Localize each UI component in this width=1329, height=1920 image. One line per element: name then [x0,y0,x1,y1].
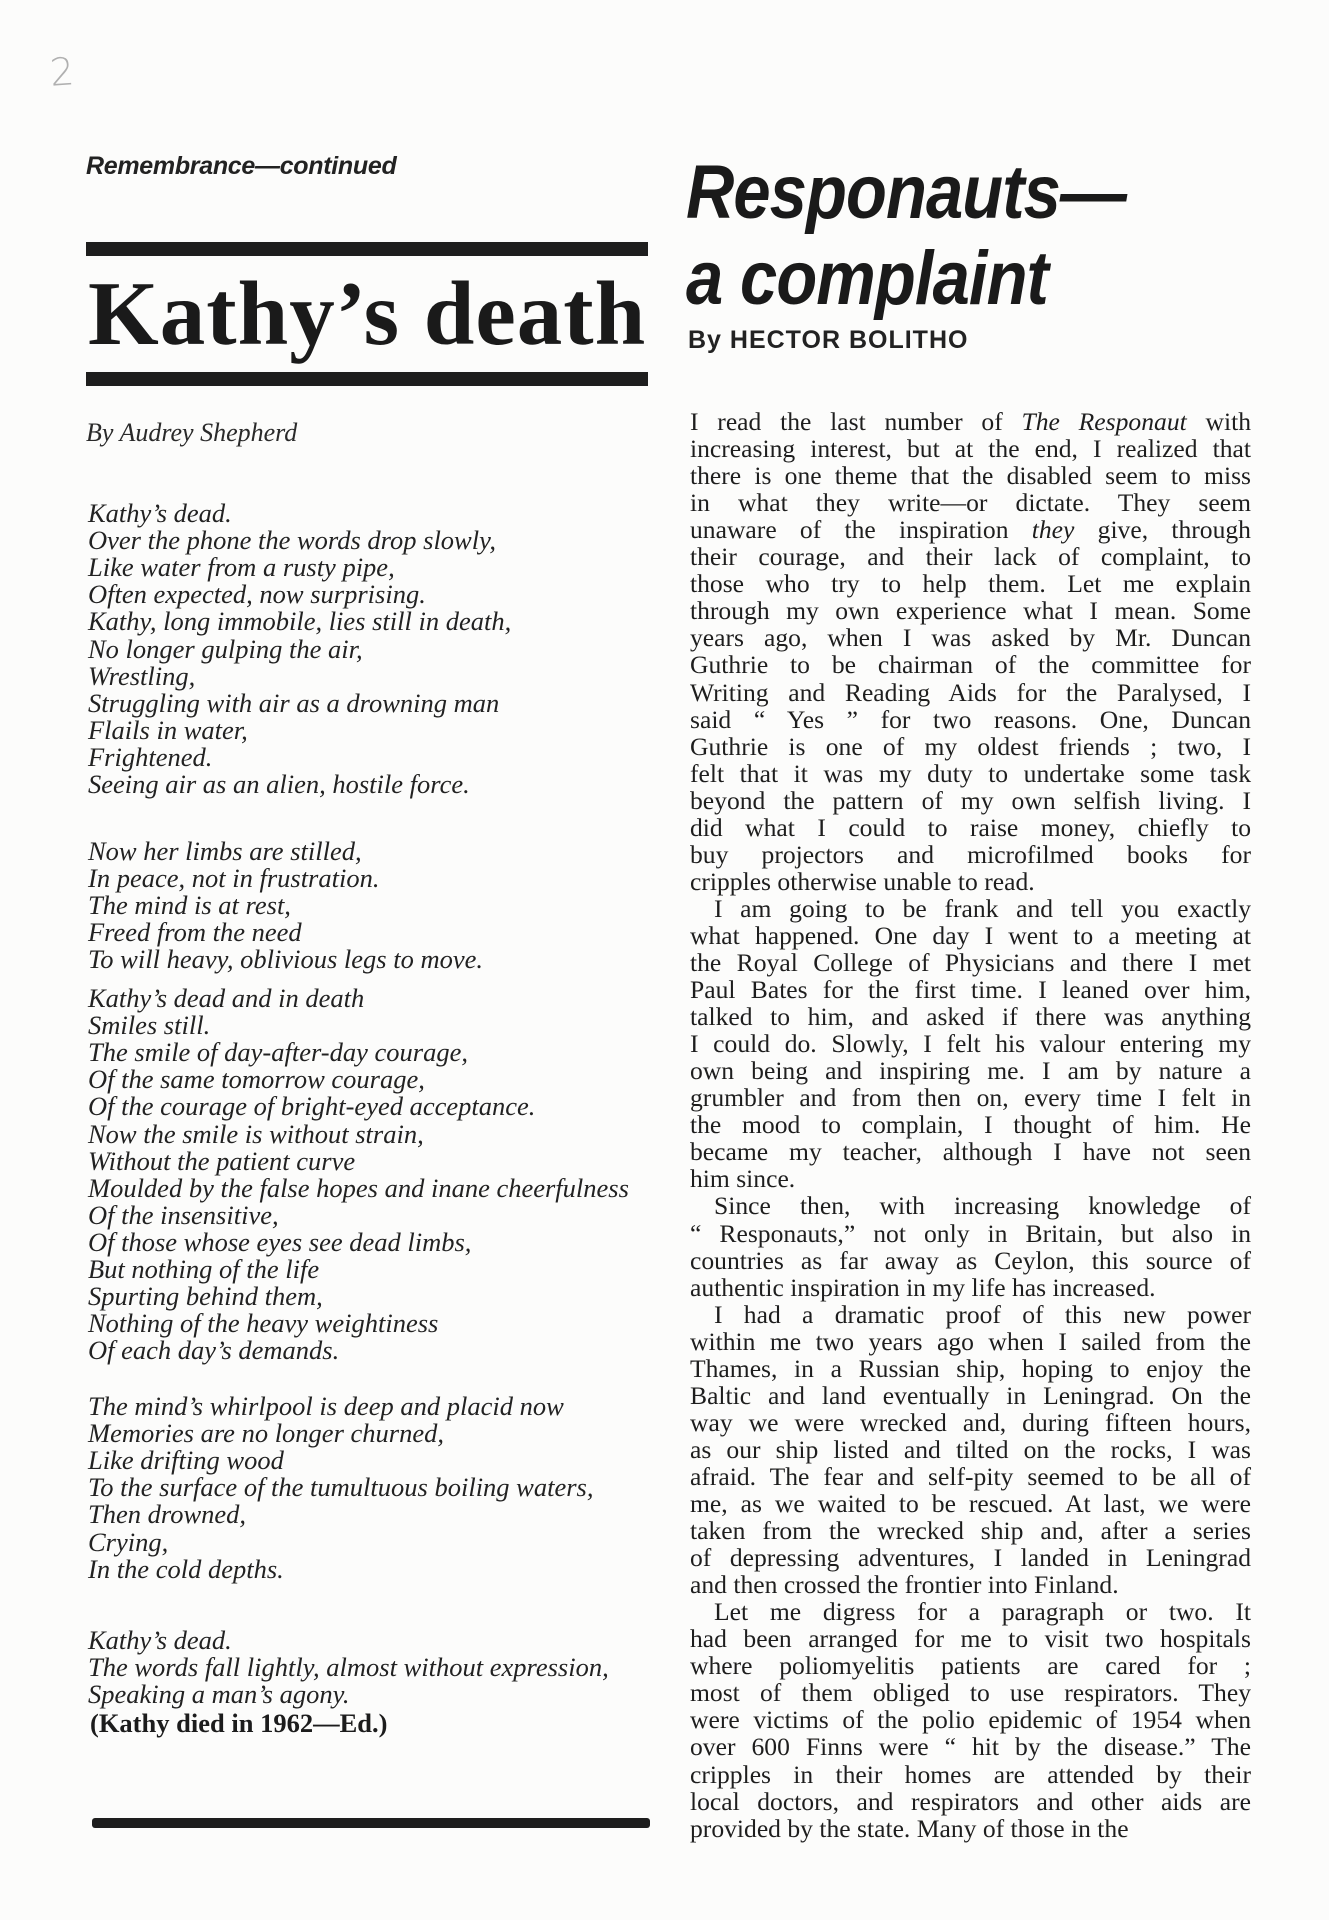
article-line: their courage, and their lack of complaint, to [690,542,1251,572]
article-line: Since then, with increasing knowledge of [714,1191,1251,1221]
article-line: had been arranged for me to visit two hospitals [690,1624,1251,1654]
article-line: those who try to help them. Let me explain [690,569,1251,599]
poem-line: Struggling with air as a drowning man [88,687,500,718]
article-title [686,150,1126,322]
poem-line: In the cold depths. [88,1553,284,1584]
poem-line: Freed from the need [88,917,302,948]
article-line: talked to him, and asked if there was anything [690,1002,1251,1032]
poem-line: Nothing of the heavy weightiness [88,1308,439,1339]
article-line: through my own experience what I mean. Some [690,596,1251,626]
article-line: me, as we waited to be rescued. At last, we were [690,1489,1251,1518]
section-kicker: Remembrance—continued [86,152,397,180]
column-end-rule [92,1818,650,1828]
article-line: way we were wrecked and, during fifteen hours, [690,1407,1251,1437]
article-line: taken from the wrecked ship and, after a series [690,1516,1251,1546]
article-line: most of them obliged to use respirators. They [690,1678,1251,1708]
article-line: in what they write—or dictate. They seem [690,488,1251,518]
poem-line: Kathy’s dead. [88,498,232,528]
poem-line: To will heavy, oblivious legs to move. [88,944,484,975]
article-line: Baltic and land eventually in Leningrad. On the [690,1380,1251,1410]
article-line: buy projectors and microfilmed books for [690,839,1251,869]
title-rule-bottom [86,372,648,386]
article-line: I am going to be frank and tell you exactly [714,893,1251,923]
poem-line: Like water from a rusty pipe, [88,552,395,583]
poem-line: To the surface of the tumultuous boiling waters, [88,1472,594,1503]
poem-line: Often expected, now surprising. [88,579,426,610]
poem-line: No longer gulping the air, [88,633,363,664]
poem-line: The mind’s whirlpool is deep and placid now [88,1391,564,1421]
article-title-line: Responauts— [686,150,1126,235]
poem-line: Flails in water, [88,714,248,745]
article-line: I had a dramatic proof of this new power [714,1299,1251,1329]
poem-line: Now the smile is without strain, [88,1118,424,1149]
poem-line: The smile of day-after-day courage, [88,1037,468,1068]
editor-note: (Kathy died in 1962—Ed.) [90,1708,388,1738]
article-line: local doctors, and respirators and other aids are [690,1786,1251,1816]
article-line: cripples in their homes are attended by their [690,1759,1251,1789]
article-line: felt that it was my duty to undertake some task [690,758,1251,788]
article-line: own being and inspiring me. I am by nature a [690,1056,1251,1086]
article-line: Guthrie to be chairman of the committee for [690,650,1251,680]
poem-line: Speaking a man’s agony. [88,1679,350,1710]
article-line: grumbler and from then on, every time I felt in [690,1083,1251,1113]
article-line: the Royal College of Physicians and there I met [690,948,1251,977]
article-line: unaware of the inspiration they give, through [690,515,1251,545]
article-line: “ Responauts,” not only in Britain, but also in [690,1218,1251,1248]
poem-line: Seeing air as an alien, hostile force. [88,769,470,799]
poem-line: Without the patient curve [88,1145,356,1176]
poem-line: Frightened. [88,741,213,772]
article-line: Thames, in a Russian ship, hoping to enjoy the [690,1353,1251,1383]
article-line: Let me digress for a paragraph or two. It [714,1597,1251,1627]
article-line: and then crossed the frontier into Finland. [690,1570,1119,1600]
title-rule-top [86,242,648,256]
poem-line: Like drifting wood [88,1445,284,1476]
article-line: there is one theme that the disabled seem to miss [690,461,1251,491]
article-line: became my teacher, although I have not seen [690,1137,1251,1167]
poem-line: The mind is at rest, [88,890,291,921]
article-line: I could do. Slowly, I felt his valour entering my [690,1029,1251,1059]
article-line: beyond the pattern of my own selfish living. I [690,785,1251,815]
article-line: over 600 Finns were “ hit by the disease.” The [690,1732,1251,1762]
article-line: what happened. One day I went to a meeting at [690,920,1251,950]
article-line: authentic inspiration in my life has increased. [690,1272,1156,1302]
article-line: where poliomyelitis patients are cared for ; [690,1651,1251,1681]
poem-line: Memories are no longer churned, [88,1418,444,1449]
poem-line: In peace, not in frustration. [88,863,380,894]
article-line: the mood to complain, I thought of him. He [690,1110,1251,1140]
article-line: as our ship listed and tilted on the rocks, I was [690,1434,1251,1464]
poem-line: Spurting behind them, [88,1281,323,1312]
poem-title: Kathy’s death [88,263,647,364]
poem-line: The words fall lightly, almost without expression, [88,1652,609,1683]
handwritten-page-number: 2 [48,49,76,95]
poem-line: Over the phone the words drop slowly, [88,525,497,556]
article-line: Guthrie is one of my oldest friends ; two, I [690,731,1251,761]
article-line: said “ Yes ” for two reasons. One, Duncan [690,704,1251,734]
poem-line: Kathy, long immobile, lies still in death, [88,606,512,637]
article-line: within me two years ago when I sailed from the [690,1326,1251,1356]
article-line: Writing and Reading Aids for the Paralysed, I [690,677,1251,707]
poem-line: Of the same tomorrow courage, [88,1064,425,1095]
article-line: did what I could to raise money, chiefly to [690,812,1251,842]
article-line: I read the last number of The Responaut with [690,407,1252,436]
poem-line: Of those whose eyes see dead limbs, [88,1226,472,1257]
article-line: afraid. The fear and self-pity seemed to be all of [690,1461,1251,1491]
poem-line: Now her limbs are stilled, [88,836,362,866]
article-line: him since. [690,1164,796,1194]
poem-line: Of the courage of bright-eyed acceptance. [88,1091,536,1122]
poem-line: Of the insensitive, [88,1199,279,1230]
article-line: countries as far away as Ceylon, this source of [690,1245,1251,1275]
article-line: cripples otherwise unable to read. [690,866,1035,896]
poem-line: Smiles still. [88,1010,211,1041]
poem-line: Wrestling, [88,660,196,691]
poem-line: Of each day’s demands. [88,1335,340,1366]
poem-byline: By Audrey Shepherd [86,418,298,447]
poem-line: Moulded by the false hopes and inane cheerfulness [88,1172,629,1203]
poem-line: Crying, [88,1526,169,1557]
article-line: provided by the state. Many of those in the [690,1813,1129,1843]
poem-line: Kathy’s dead and in death [88,983,365,1013]
poem-line: Kathy’s dead. [88,1625,232,1655]
article-line: increasing interest, but at the end, I realized that [690,434,1251,464]
article-line: years ago, when I was asked by Mr. Duncan [690,623,1251,653]
article-line: Paul Bates for the first time. I leaned over him, [690,975,1251,1005]
article-byline: By HECTOR BOLITHO [688,326,969,354]
article-line: were victims of the polio epidemic of 1954 when [690,1705,1251,1735]
poem-line: Then drowned, [88,1499,247,1530]
article-title-line: a complaint [686,236,1048,321]
poem-line: But nothing of the life [88,1254,320,1284]
article-line: of depressing adventures, I landed in Leningrad [690,1543,1251,1573]
